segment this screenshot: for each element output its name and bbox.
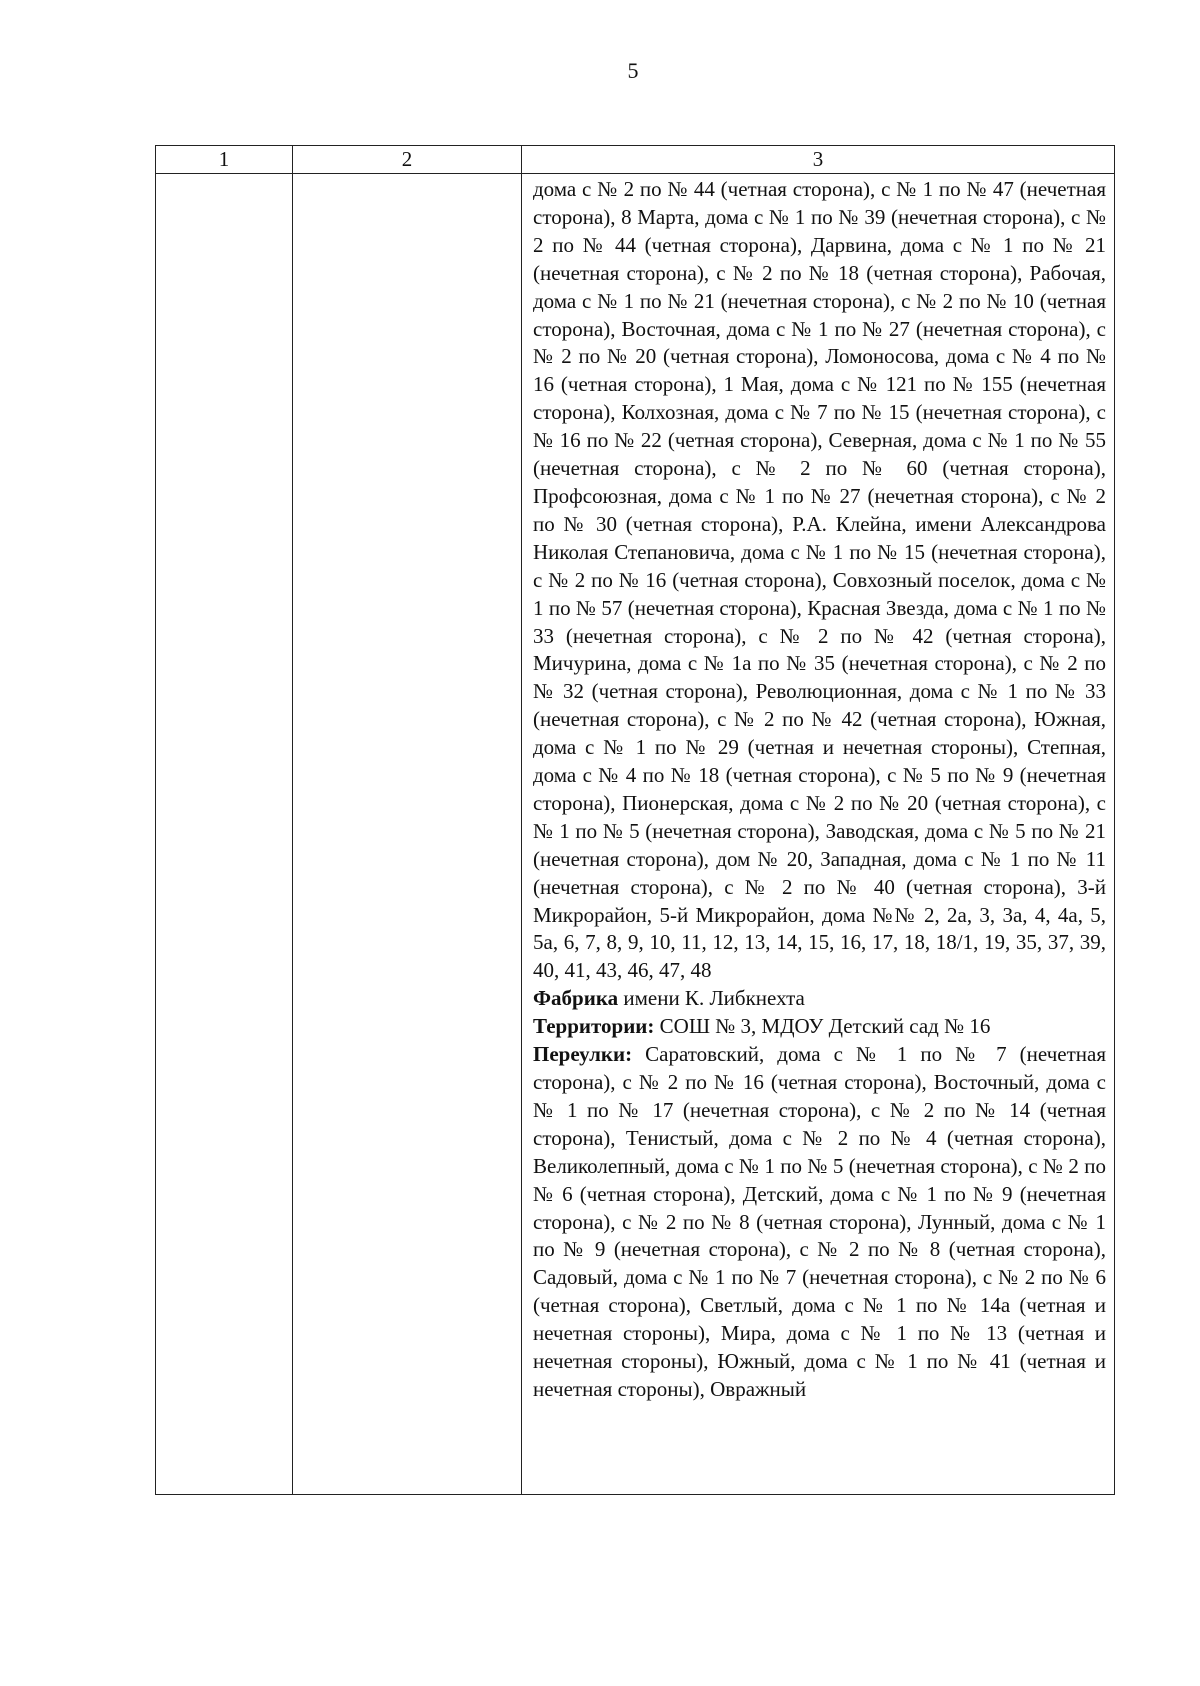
factory-paragraph	[533, 985, 1106, 1013]
territories-text: СОШ № 3, МДОУ Детский сад № 16	[654, 1014, 991, 1039]
address-register-table	[155, 145, 1115, 1495]
factory-label: Фабрика	[533, 986, 619, 1011]
address-list	[522, 174, 1114, 1404]
address-cell	[522, 174, 1115, 1495]
territories-paragraph	[533, 1013, 1106, 1041]
table-header-row	[156, 146, 1115, 174]
streets-paragraph: дома с № 2 по № 44 (четная сторона), с № 1 по № 47 (нечетная сторона), 8 Марта, дома с № 1 по № 39 (нечетная сторона), с № 2 по № 44 (четная сторона), Дарвина, дома с № 1 по № 21 (нечетная сторона), с № 2 по № 18 (четная сторона), Рабочая, дома с № 1 по № 21 (нечетная сторона), с № 2 по № 10 (четная сторона), Восточная, дома с № 1 по № 27 (нечетная сторона), с № 2 по № 20 (четная сторона), Ломоносова, дома с № 4 по № 16 (четная сторона), 1 Мая, дома с № 121 по № 155 (нечетная сторона), Колхозная, дома с № 7 по № 15 (нечетная сторона), с № 16 по № 22 (четная сторона), Северная, дома с № 1 по № 55 (нечетная сторона), с № 2 по № 60 (четная сторона), Профсоюзная, дома с № 1 по № 27 (нечетная сторона), с № 2 по № 30 (четная сторона), Р.А. Клейна, имени Александрова Николая Степановича, дома с № 1 по № 15 (нечетная сторона), с № 2 по № 16 (четная сторона), Совхозный поселок, дома с № 1 по № 57 (нечетная сторона), Красная Звезда, дома с № 1 по № 33 (нечетная сторона), с № 2 по № 42 (четная сторона), Мичурина, дома с № 1а по № 35 (нечетная сторона), с № 2 по № 32 (четная сторона), Революционная, дома с № 1 по № 33 (нечетная сторона), с № 2 по № 42 (четная сторона), Южная, дома с № 1 по № 29 (четная и нечетная стороны), Степная, дома с № 4 по № 18 (четная сторона), с № 5 по № 9 (нечетная сторона), Пионерская, дома с № 2 по № 20 (четная сторона), с № 1 по № 5 (нечетная сторона), Заводская, дома с № 5 по № 21 (нечетная сторона), дом № 20, Западная, дома с № 1 по № 11 (нечетная сторона), с № 2 по № 40 (четная сторона), 3-й Микрорайон, 5-й Микрорайон, дома №№ 2, 2а, 3, 3а, 4, 4а, 5, 5а, 6, 7, 8, 9, 10, 11, 12, 13, 14, 15, 16, 17, 18, 18/1, 19, 35, 37, 39, 40, 41, 43, 46, 47, 48	[533, 177, 1106, 983]
column-header-3: 3	[522, 146, 1115, 174]
column-header-2: 2	[293, 146, 522, 174]
lanes-label: Переулки:	[533, 1042, 633, 1067]
lanes-text: Саратовский, дома с № 1 по № 7 (нечетная сторона), с № 2 по № 16 (четная сторона), Восточный, дома с № 1 по № 17 (нечетная сторона), с № 2 по № 14 (четная сторона), Тенистый, дома с № 2 по № 4 (четная сторона), Великолепный, дома с № 1 по № 5 (нечетная сторона), с № 2 по № 6 (четная сторона), Детский, дома с № 1 по № 9 (нечетная сторона), с № 2 по № 8 (четная сторона), Лунный, дома с № 1 по № 9 (нечетная сторона), с № 2 по № 8 (четная сторона), Садовый, дома с № 1 по № 7 (нечетная сторона), с № 2 по № 6 (четная сторона), Светлый, дома с № 1 по № 14а (четная и нечетная стороны), Мира, дома с № 1 по № 13 (четная и нечетная стороны), Южный, дома с № 1 по № 41 (четная и нечетная стороны), Овражный	[533, 1042, 1106, 1401]
table-row	[156, 174, 1115, 1495]
empty-cell-column-1	[156, 174, 293, 1495]
territories-label: Территории:	[533, 1014, 655, 1039]
lanes-paragraph	[533, 1041, 1106, 1404]
column-header-1: 1	[156, 146, 293, 174]
page-number: 5	[627, 58, 639, 83]
factory-text: имени К. Либкнехта	[618, 986, 805, 1011]
empty-cell-column-2	[293, 174, 522, 1495]
